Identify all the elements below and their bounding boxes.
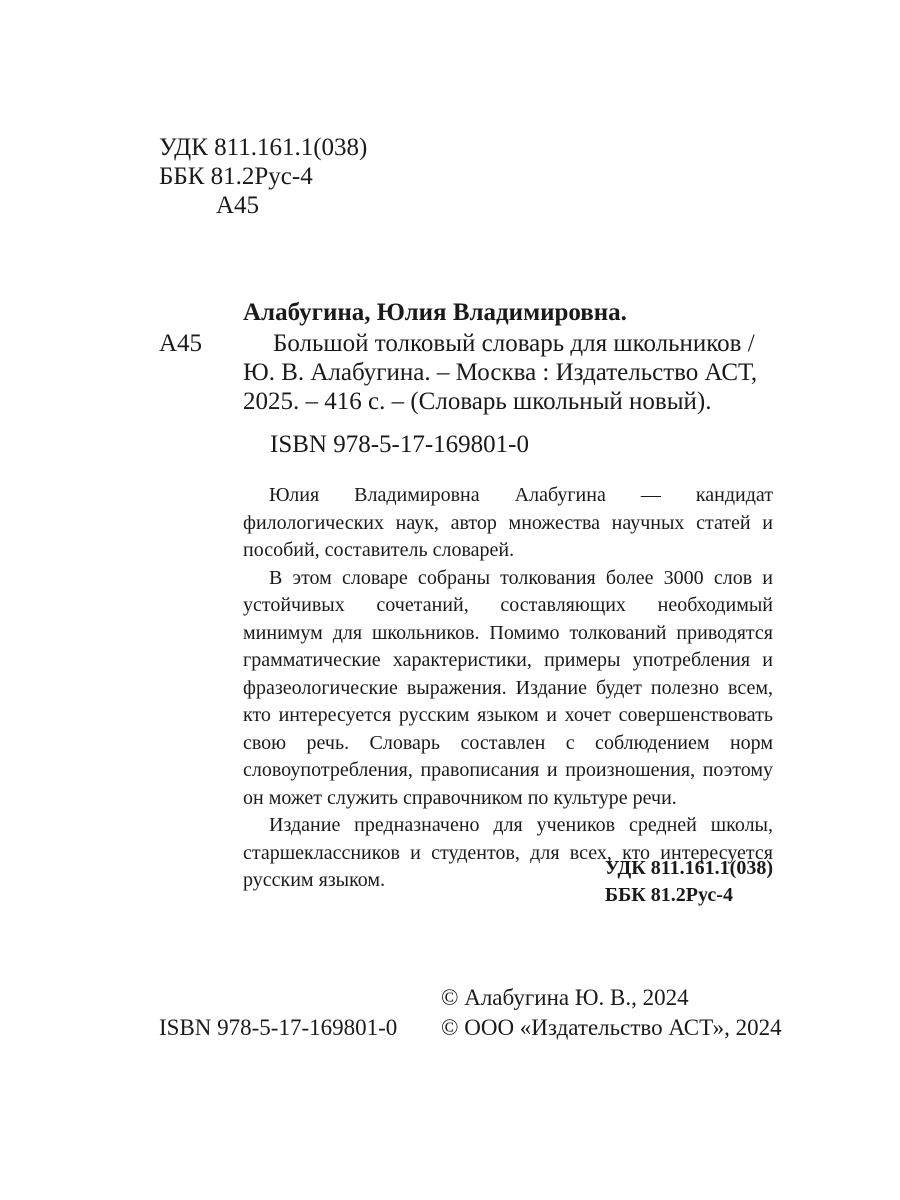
annotation-paragraph: Юлия Владимировна Алабугина — кандидат филологических наук, автор множества научных статей и пособий, составитель словарей. [243,484,773,561]
catalog-title-line-1: Большой толковый словарь для школьников / [273,330,755,357]
udk-code-bottom: УДК 811.161.1(038) [604,857,773,879]
annotation-paragraph: В этом словаре собраны толкования более 3000 слов и устойчивых сочетаний, составляющих необходимый минимум для школьников. Помимо толкований приводятся грамматические характеристики, примеры употребления и фразеологические выражения. Издание будет полезно всем, кто интересуется русским языком и хочет совершенствовать свою речь. Словарь составлен с соблюдением норм словоупотребления, правописания и произношения, поэтому он может служить справочником по культуре речи. [243,566,773,809]
bbk-code-bottom: ББК 81.2Рус-4 [604,884,733,906]
author-sign-top: А45 [216,192,260,219]
catalog-title-line-2: Ю. В. Алабугина. – Москва : Издательство АСТ, [243,359,758,386]
bbk-code-top: ББК 81.2Рус-4 [159,163,313,190]
copyright-publisher: © ООО «Издательство АСТ», 2024 [441,1015,782,1040]
footer-isbn: ISBN 978-5-17-169801-0 [159,1015,398,1040]
copyright-author: © Алабугина Ю. В., 2024 [441,985,689,1010]
udk-code-top: УДК 811.161.1(038) [159,134,368,161]
catalog-title-line-3: 2025. – 416 с. – (Словарь школьный новый). [243,388,712,415]
catalog-author-sign: А45 [159,330,203,357]
annotation-paragraph: Издание предназначено для учеников средней школы, старшеклассников и студентов, для всех, кто интересуется русским языком. [243,814,773,891]
bottom-codes [605,855,773,909]
catalog-author: Алабугина, Юлия Владимировна. [243,299,627,326]
catalog-isbn: ISBN 978-5-17-169801-0 [270,431,530,458]
annotation [243,482,773,895]
